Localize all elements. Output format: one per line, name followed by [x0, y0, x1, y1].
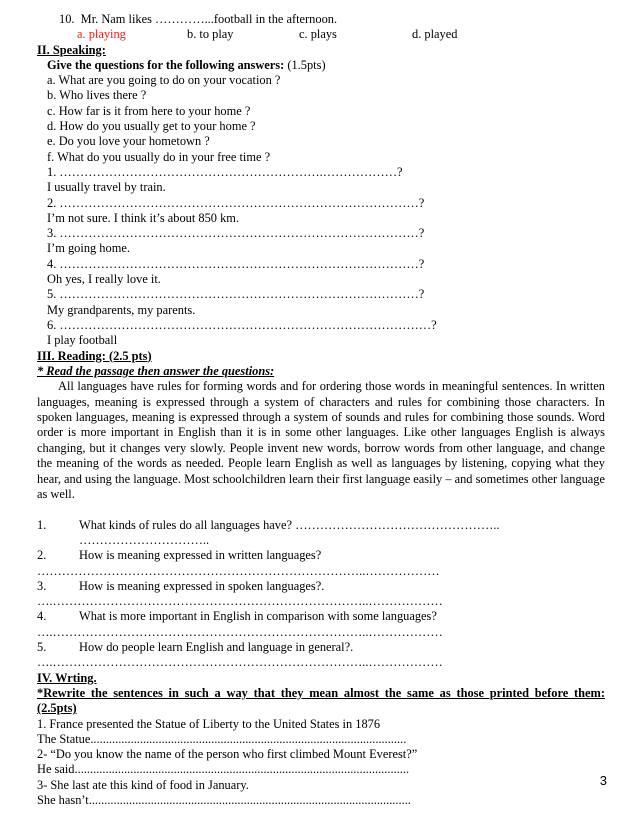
prompt-a: a. What are you going to do on your vocation ?: [47, 73, 281, 88]
reading-question-1: 1. What kinds of rules do all languages have? …………………………………………..: [37, 517, 500, 532]
option-b: b. to play: [187, 27, 234, 42]
speaking-item-6-question: 6. ………………………………………………………………………………?: [47, 317, 437, 332]
page-number: 3: [599, 773, 607, 788]
prompt-f: f. What do you usually do in your free time ?: [47, 149, 271, 164]
speaking-item-3-answer: I’m going home.: [47, 241, 130, 256]
writing-item-2-start: He said............................................................................................................: [37, 762, 410, 777]
speaking-instruction: Give the questions for the following answers: (1.5pts): [47, 57, 326, 72]
question-10-stem: 10. Mr. Nam likes …………...football in the afternoon.: [59, 12, 338, 26]
speaking-item-5-question: 5. ……………………………………………………………………………?: [47, 287, 425, 302]
prompt-e: e. Do you love your hometown ?: [47, 134, 210, 149]
option-a-answer: a. playing: [77, 27, 126, 42]
writing-item-1-start: The Statue......................................................................................................: [37, 731, 407, 746]
reading-question-2: 2. How is meaning expressed in written languages?: [37, 548, 322, 563]
speaking-item-2-question: 2. ……………………………………………………………………………?: [47, 195, 425, 210]
prompt-b: b. Who lives there ?: [47, 88, 147, 103]
option-d: d. played: [412, 27, 458, 42]
reading-answer-2-blank: ……………………………………………………………………..………………: [37, 563, 440, 578]
reading-answer-5-blank: ….…………………………………………………………………..………………: [37, 655, 443, 670]
speaking-heading: II. Speaking:: [37, 42, 106, 57]
speaking-item-4-answer: Oh yes, I really love it.: [47, 272, 161, 287]
reading-question-1-cont: …………………………..: [79, 532, 210, 547]
option-c: c. plays: [299, 27, 337, 42]
speaking-item-4-question: 4. ……………………………………………………………………………?: [47, 256, 425, 271]
worksheet-page: [37, 12, 605, 808]
reading-heading: III. Reading: (2.5 pts): [37, 348, 152, 363]
speaking-item-1-question: 1. ……………………………………………………….………………?: [47, 164, 403, 179]
reading-question-3: 3. How is meaning expressed in spoken languages?.: [37, 578, 325, 593]
writing-heading: IV. Wrting.: [37, 670, 97, 685]
writing-instruction: *Rewrite the sentences in such a way that they mean almost the same as those printed before them:: [37, 685, 605, 700]
writing-item-3-start: She hasn’t........................................................................................................: [37, 793, 411, 808]
reading-answer-4-blank: ….…………………………………………………………………..………………: [37, 624, 443, 639]
reading-question-4: 4. What is more important in English in comparison with some languages?: [37, 609, 437, 624]
speaking-item-3-question: 3. ……………………………………………………………………………?: [47, 226, 425, 241]
writing-instruction-points: (2.5pts): [37, 701, 77, 716]
reading-question-5: 5. How do people learn English and language in general?.: [37, 640, 354, 655]
question-10-options: [37, 27, 605, 42]
writing-item-1-sentence: 1. France presented the Statue of Liberty to the United States in 1876: [37, 716, 381, 731]
speaking-item-6-answer: I play football: [47, 333, 118, 348]
speaking-item-1-answer: I usually travel by train.: [47, 180, 166, 195]
prompt-c: c. How far is it from here to your home ?: [47, 103, 251, 118]
writing-item-2-sentence: 2- “Do you know the name of the person who first climbed Mount Everest?”: [37, 747, 418, 762]
speaking-item-5-answer: My grandparents, my parents.: [47, 302, 196, 317]
prompt-d: d. How do you usually get to your home ?: [47, 119, 256, 134]
spacer: [37, 502, 605, 517]
reading-passage: All languages have rules for forming words and for ordering those words in meaningful sentences. In written languages, meaning is expressed through a system of characters and rules for combining those characters. In spoken languages, meaning is expressed through a system of sounds and rules for combining those sounds. Word order is more important in English than it is in some other languages. Like other languages English is always changing, but it changes very slowly. People invent new words, borrow words from other language, and change the meaning of the words as needed. People learn English as well as languages by listening, copying what they hear, and using the language. Most schoolchildren learn their first language easily – and sometimes other language as well.: [37, 379, 605, 501]
reading-instruction: * Read the passage then answer the questions:: [37, 363, 275, 378]
reading-answer-3-blank: ….…………………………………………………………………..………………: [37, 594, 443, 609]
writing-item-3-sentence: 3- She last ate this kind of food in January.: [37, 777, 249, 792]
speaking-item-2-answer: I’m not sure. I think it’s about 850 km.: [47, 210, 240, 225]
